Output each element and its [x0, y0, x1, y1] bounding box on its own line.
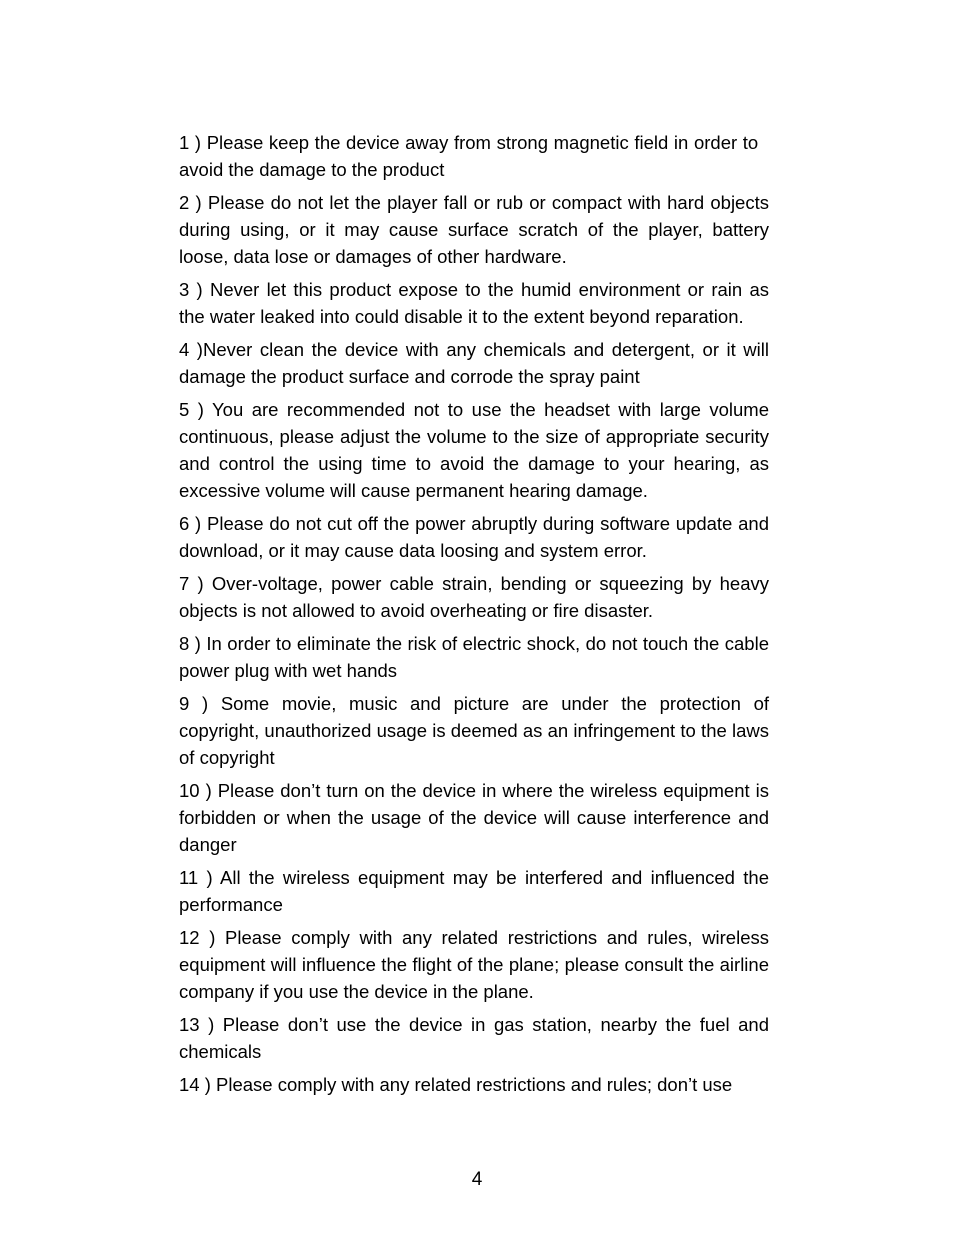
instruction-item-1: 1 ) Please keep the device away from strong magnetic field in order to avoid the damage to the product [179, 132, 769, 180]
instruction-item-10: 10 ) Please don’t turn on the device in where the wireless equipment is forbidden or when the usage of the device will cause interference and danger [179, 780, 769, 855]
instruction-item-13: 13 ) Please don’t use the device in gas station, nearby the fuel and chemicals [179, 1014, 769, 1062]
page-number: 4 [471, 1169, 483, 1190]
instruction-item-12: 12 ) Please comply with any related restrictions and rules, wireless equipment will influence the flight of the plane; please consult the airline company if you use the device in the plane. [179, 927, 769, 1002]
instruction-item-7: 7 ) Over-voltage, power cable strain, bending or squeezing by heavy objects is not allowed to avoid overheating or fire disaster. [179, 573, 769, 621]
instruction-item-3: 3 ) Never let this product expose to the humid environment or rain as the water leaked into could disable it to the extent beyond reparation. [179, 279, 769, 327]
instruction-item-5: 5 ) You are recommended not to use the headset with large volume continuous, please adjust the volume to the size of appropriate security and control the using time to avoid the damage to your hearing, as excessive volume will cause permanent hearing damage. [179, 399, 769, 501]
instruction-item-8: 8 ) In order to eliminate the risk of electric shock, do not touch the cable power plug with wet hands [179, 633, 769, 681]
instruction-item-14: 14 ) Please comply with any related restrictions and rules; don’t use [179, 1074, 733, 1095]
instruction-item-6: 6 ) Please do not cut off the power abruptly during software update and download, or it may cause data loosing and system error. [179, 513, 769, 561]
safety-instructions-list [179, 129, 769, 1104]
instruction-item-2: 2 ) Please do not let the player fall or rub or compact with hard objects during using, or it may cause surface scratch of the player, battery loose, data lose or damages of other hardware. [179, 192, 769, 267]
instruction-item-9: 9 ) Some movie, music and picture are under the protection of copyright, unauthorized usage is deemed as an infringement to the laws of copyright [179, 693, 769, 768]
instruction-item-4: 4 )Never clean the device with any chemicals and detergent, or it will damage the product surface and corrode the spray paint [179, 339, 769, 387]
instruction-item-11: 11 ) All the wireless equipment may be interfered and influenced the performance [179, 867, 769, 915]
